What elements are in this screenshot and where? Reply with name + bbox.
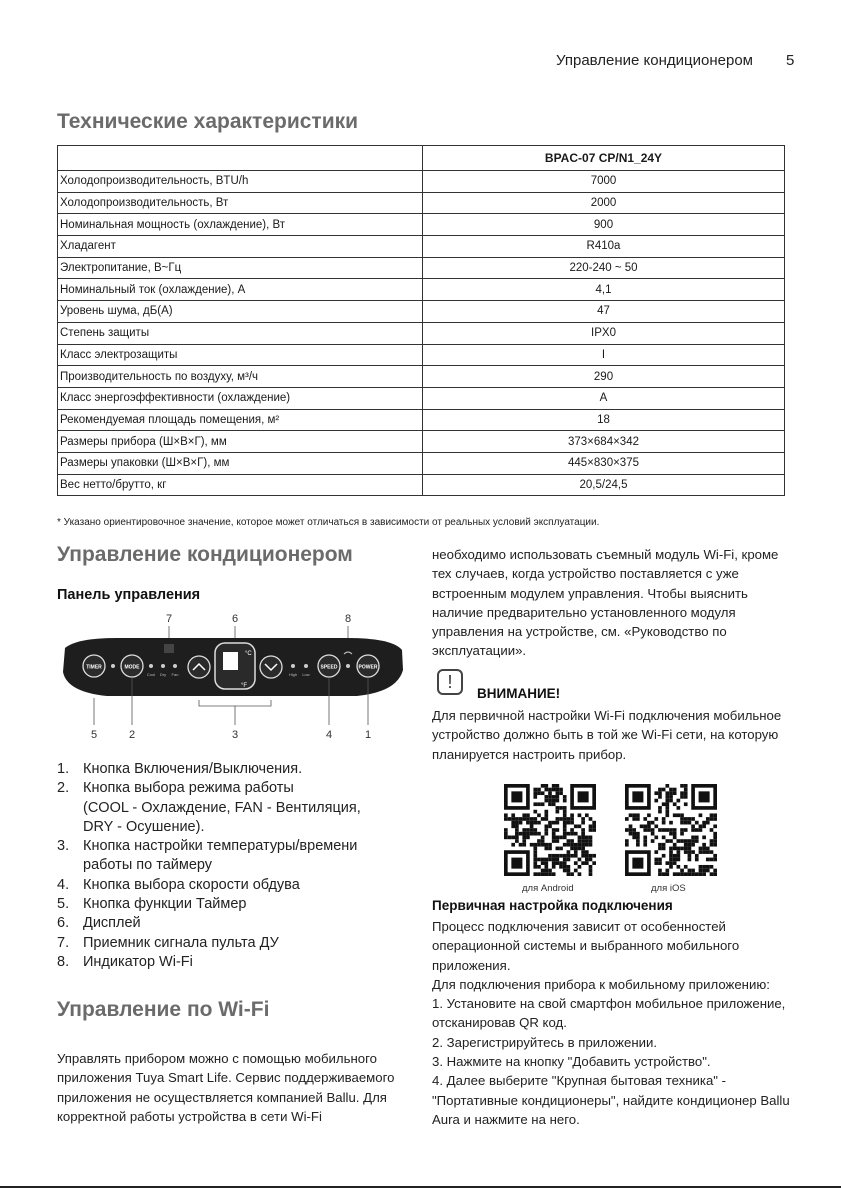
timer-indicator bbox=[111, 664, 115, 668]
callout-8: 8 bbox=[344, 613, 352, 625]
speed-indicator-low bbox=[304, 664, 308, 668]
specs-footnote: * Указано ориентировочное значение, которое может отличаться в зависимости от реальных условий эксплуатации. bbox=[57, 517, 600, 528]
list-item bbox=[57, 837, 407, 856]
callout-1: 1 bbox=[364, 729, 372, 741]
setup-title: Первичная настройка подключения bbox=[432, 898, 673, 913]
spec-name: Производительность по воздуху, м³/ч bbox=[58, 366, 423, 388]
mode-label: MODE bbox=[124, 664, 140, 671]
qr-android-label: для Android bbox=[522, 883, 574, 894]
mode-cool-text: Cool bbox=[146, 672, 156, 677]
spec-value: 900 bbox=[423, 214, 785, 236]
list-item-text: Кнопка выбора скорости обдува bbox=[83, 876, 300, 893]
table-row bbox=[58, 387, 785, 409]
spec-name: Уровень шума, дБ(А) bbox=[58, 301, 423, 323]
list-item-text: Кнопка Включения/Выключения. bbox=[83, 761, 303, 777]
list-item-number bbox=[57, 856, 83, 875]
panel-title: Панель управления bbox=[57, 587, 201, 603]
warning-text: Для первичной настройки Wi-Fi подключения мобильное устройство должно быть в той же Wi-Fi сети, на которую планируется настроить прибор. bbox=[432, 708, 782, 762]
table-row bbox=[58, 322, 785, 344]
list-item-text: (COOL - Охлаждение, FAN - Вентиляция, bbox=[83, 799, 361, 816]
panel-legend-list bbox=[57, 760, 407, 972]
table-row bbox=[58, 301, 785, 323]
timer-label: TIMER bbox=[86, 664, 102, 671]
mode-fan-text: Fan bbox=[171, 672, 179, 677]
list-item-number: 8. bbox=[57, 953, 70, 970]
table-row bbox=[58, 236, 785, 258]
list-item bbox=[57, 953, 407, 972]
callout-4: 4 bbox=[325, 729, 333, 741]
spec-name: Холодопроизводительность, Вт bbox=[58, 192, 423, 214]
spec-value: 445×830×375 bbox=[423, 452, 785, 474]
spec-name: Размеры упаковки (Ш×В×Г), мм bbox=[58, 452, 423, 474]
wifi-title: Управление по Wi-Fi bbox=[57, 998, 270, 1021]
spec-name: Размеры прибора (Ш×В×Г), мм bbox=[58, 431, 423, 453]
list-item-number bbox=[57, 799, 83, 818]
warning-title: ВНИМАНИЕ! bbox=[477, 686, 561, 701]
setup-line: 1. Установите на свой смартфон мобильное приложение, отсканировав QR код. bbox=[432, 996, 786, 1031]
table-row bbox=[58, 344, 785, 366]
list-item bbox=[57, 914, 407, 933]
table-row bbox=[58, 171, 785, 193]
table-row bbox=[58, 452, 785, 474]
spec-value: 4,1 bbox=[423, 279, 785, 301]
spec-name: Класс энергоэффективности (охлаждение) bbox=[58, 387, 423, 409]
spec-value: A bbox=[423, 387, 785, 409]
speed-label: SPEED bbox=[320, 664, 338, 671]
speed-low-text: Low bbox=[302, 672, 310, 677]
ac-control-title: Управление кондиционером bbox=[57, 543, 353, 566]
callout-6: 6 bbox=[231, 613, 239, 625]
list-item bbox=[57, 818, 407, 837]
spec-name: Холодопроизводительность, BTU/h bbox=[58, 171, 423, 193]
list-item bbox=[57, 856, 407, 875]
warning-icon: ! bbox=[437, 669, 463, 695]
list-item-text: Дисплей bbox=[83, 915, 141, 932]
list-item bbox=[57, 779, 407, 798]
header-title: Управление кондиционером bbox=[556, 52, 753, 69]
list-item-number: 2. bbox=[57, 780, 70, 797]
callout-5: 5 bbox=[90, 729, 98, 741]
table-row bbox=[58, 192, 785, 214]
spec-name: Рекомендуемая площадь помещения, м² bbox=[58, 409, 423, 431]
list-item bbox=[57, 799, 407, 818]
spec-value: 290 bbox=[423, 366, 785, 388]
table-row bbox=[58, 431, 785, 453]
table-row bbox=[58, 474, 785, 496]
spec-value: 7000 bbox=[423, 171, 785, 193]
list-item-text: Кнопка выбора режима работы bbox=[83, 780, 294, 797]
list-item-number: 1. bbox=[57, 761, 70, 777]
spec-name: Хладагент bbox=[58, 236, 423, 258]
display-unit-f: °F bbox=[241, 683, 248, 689]
setup-text bbox=[432, 917, 792, 1129]
list-item-number: 3. bbox=[57, 838, 70, 855]
spec-name: Степень защиты bbox=[58, 322, 423, 344]
spec-value: R410a bbox=[423, 236, 785, 258]
wifi-text-continued: необходимо использовать съемный модуль Wi-Fi, кроме тех случаев, когда устройство поставляется с уже встроенным модулем управления. Чтобы выяснить наличие предварительно установленного модуля управления на устройстве, см. «Руководство по эксплуатации». bbox=[432, 547, 779, 659]
spec-value: 20,5/24,5 bbox=[423, 474, 785, 496]
table-row bbox=[58, 366, 785, 388]
power-label: POWER bbox=[358, 664, 378, 671]
speed-high-text: High bbox=[288, 672, 298, 677]
setup-line: Для подключения прибора к мобильному приложению: bbox=[432, 976, 770, 992]
page-number: 5 bbox=[786, 52, 795, 69]
display-unit-c: °C bbox=[245, 651, 252, 657]
specs-header-empty bbox=[58, 146, 423, 171]
qr-code-android[interactable] bbox=[504, 784, 596, 876]
setup-line: 4. Далее выберите "Крупная бытовая техника" - "Портативные кондиционеры", найдите кондиционер Ballu Aura и нажмите на него. bbox=[432, 1073, 790, 1127]
spec-value: IPX0 bbox=[423, 322, 785, 344]
spec-value: 47 bbox=[423, 301, 785, 323]
setup-line: Процесс подключения зависит от особенностей операционной системы и выбранного мобильного приложения. bbox=[432, 919, 740, 973]
temp-down-button[interactable] bbox=[260, 656, 282, 678]
list-item-text: Индикатор Wi-Fi bbox=[83, 953, 193, 970]
list-item bbox=[57, 895, 407, 914]
list-item-number: 4. bbox=[57, 876, 70, 893]
table-row bbox=[58, 409, 785, 431]
spec-name: Класс электрозащиты bbox=[58, 344, 423, 366]
qr-ios-label: для iOS bbox=[651, 883, 686, 894]
spec-value: 220-240 ~ 50 bbox=[423, 257, 785, 279]
callout-2: 2 bbox=[128, 729, 136, 741]
list-item-text: работы по таймеру bbox=[83, 857, 213, 874]
list-item bbox=[57, 934, 407, 953]
spec-value: 373×684×342 bbox=[423, 431, 785, 453]
mode-indicator-cool bbox=[149, 664, 153, 668]
power-indicator bbox=[346, 664, 350, 668]
spec-name: Вес нетто/брутто, кг bbox=[58, 474, 423, 496]
list-item-number: 7. bbox=[57, 934, 70, 951]
spec-value: 18 bbox=[423, 409, 785, 431]
qr-code-ios[interactable] bbox=[625, 784, 717, 876]
table-row bbox=[58, 257, 785, 279]
table-row bbox=[58, 214, 785, 236]
spec-name: Номинальная мощность (охлаждение), Вт bbox=[58, 214, 423, 236]
specs-header-row bbox=[58, 146, 785, 171]
specs-body bbox=[58, 171, 785, 496]
list-item-text: DRY - Осушение). bbox=[83, 818, 205, 835]
mode-dry-text: Dry bbox=[159, 672, 167, 677]
list-item bbox=[57, 876, 407, 895]
spec-name: Электропитание, В~Гц bbox=[58, 257, 423, 279]
spec-value: 2000 bbox=[423, 192, 785, 214]
callout-3: 3 bbox=[231, 729, 239, 741]
list-item-number: 6. bbox=[57, 915, 70, 932]
list-item-number: 5. bbox=[57, 896, 70, 913]
setup-line: 3. Нажмите на кнопку "Добавить устройство". bbox=[432, 1054, 711, 1070]
ir-receiver bbox=[164, 644, 174, 653]
list-item-text: Кнопка настройки температуры/времени bbox=[83, 838, 358, 855]
list-item-text: Приемник сигнала пульта ДУ bbox=[83, 934, 279, 951]
setup-line: 2. Зарегистрируйтесь в приложении. bbox=[432, 1034, 658, 1050]
specs-title: Технические характеристики bbox=[57, 110, 359, 133]
display-digits bbox=[223, 652, 238, 670]
list-item bbox=[57, 760, 407, 779]
list-item-text: Кнопка функции Таймер bbox=[83, 896, 247, 913]
mode-indicator-fan bbox=[173, 664, 177, 668]
wifi-text: Управлять прибором можно с помощью мобильного приложения Tuya Smart Life. Сервис поддерживаемого приложения не осуществляется компанией Ballu. Для корректной работы устройства в сети Wi-Fi bbox=[57, 1051, 395, 1124]
speed-indicator-high bbox=[291, 664, 295, 668]
control-panel-illustration bbox=[57, 610, 407, 745]
list-item-number bbox=[57, 818, 83, 837]
callout-7: 7 bbox=[165, 613, 173, 625]
spec-name: Номинальный ток (охлаждение), А bbox=[58, 279, 423, 301]
specs-model: BPAC-07 CP/N1_24Y bbox=[423, 146, 785, 171]
spec-value: I bbox=[423, 344, 785, 366]
specs-table bbox=[57, 145, 785, 496]
table-row bbox=[58, 279, 785, 301]
bottom-rule bbox=[0, 1186, 841, 1188]
temp-up-button[interactable] bbox=[188, 656, 210, 678]
mode-indicator-dry bbox=[161, 664, 165, 668]
